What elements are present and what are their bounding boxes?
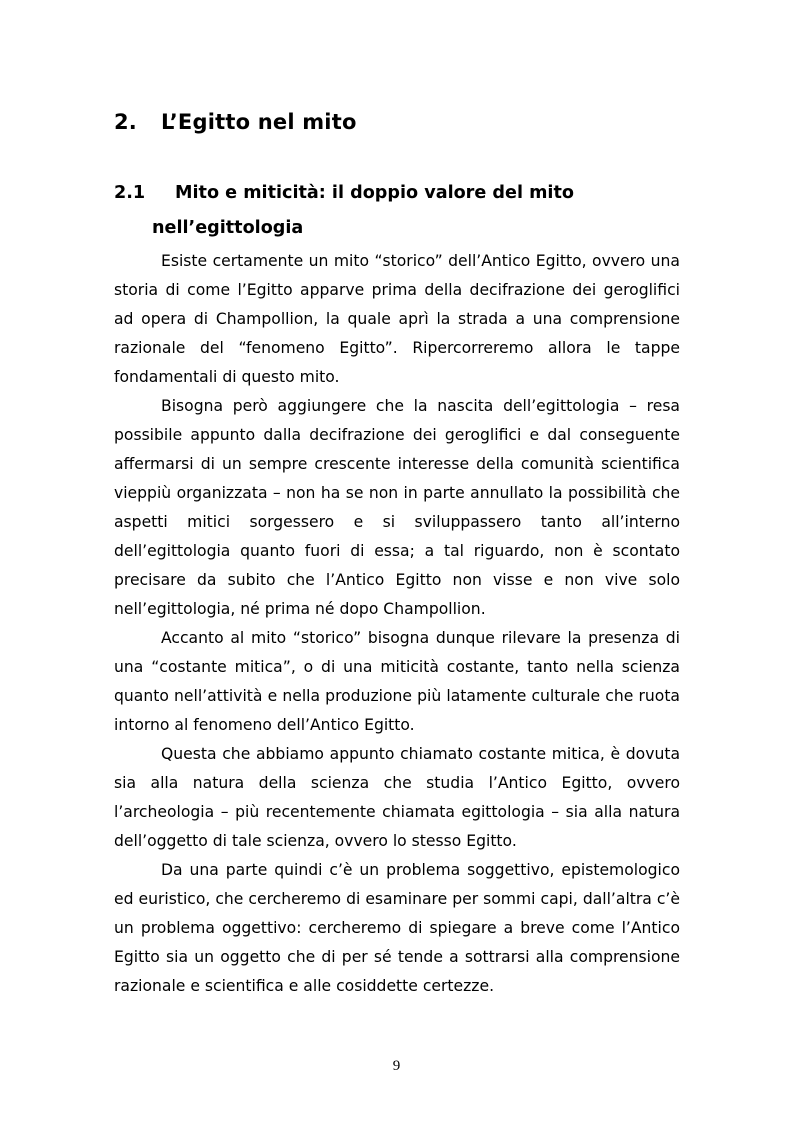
section-title-line2: nell’egittologia <box>152 218 304 238</box>
paragraph: Da una parte quindi c’è un problema soggettivo, epistemologico ed euristico, che cercheremo di esaminare per sommi capi, dall’altra c’è un problema oggettivo: cercheremo di spiegare a breve come l’Antico Egitto sia un oggetto che di per sé tende a sottrarsi alla comprensione razionale e scientifica e alle cosiddette certezze. <box>114 861 680 995</box>
paragraph: Esiste certamente un mito “storico” dell’Antico Egitto, ovvero una storia di come l’Egitto apparve prima della decifrazione dei geroglifici ad opera di Champollion, la quale aprì la strada a una comprensione razionale del “fenomeno Egitto”. Ripercorreremo allora le tappe fondamentali di questo mito. <box>114 252 680 386</box>
paragraph: Questa che abbiamo appunto chiamato costante mitica, è dovuta sia alla natura della scienza che studia l’Antico Egitto, ovvero l’archeologia – più recentemente chiamata egittologia – sia alla natura dell’oggetto di tale scienza, ovvero lo stesso Egitto. <box>114 745 680 850</box>
chapter-title: L’Egitto nel mito <box>161 110 357 134</box>
paragraph: Bisogna però aggiungere che la nascita dell’egittologia – resa possibile appunto dalla decifrazione dei geroglifici e dal conseguente affermarsi di un sempre crescente interesse della comunità scientifica vieppiù organizzata – non ha se non in parte annullato la possibilità che aspetti mitici sorgessero e si sviluppassero tanto all’interno dell’egittologia quanto fuori di essa; a tal riguardo, non è scontato precisare da subito che l’Antico Egitto non visse e non vive solo nell’egittologia, né prima né dopo Champollion. <box>114 397 680 618</box>
page-number: 9 <box>392 1058 401 1074</box>
chapter-heading <box>114 110 357 134</box>
section-title-line1: Mito e miticità: il doppio valore del mito <box>175 183 574 203</box>
section-number: 2.1 <box>114 183 146 203</box>
chapter-number: 2. <box>114 110 137 134</box>
section-heading <box>114 176 680 246</box>
body-text <box>114 247 680 1001</box>
paragraph: Accanto al mito “storico” bisogna dunque rilevare la presenza di una “costante mitica”, o di una miticità costante, tanto nella scienza quanto nell’attività e nella produzione più latamente culturale che ruota intorno al fenomeno dell’Antico Egitto. <box>114 629 680 734</box>
